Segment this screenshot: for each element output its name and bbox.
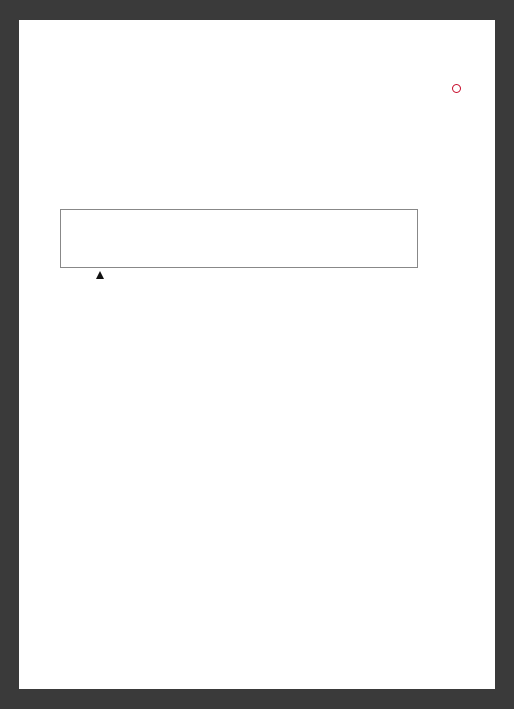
document-page [19, 20, 495, 689]
ul-circle-logo-icon [452, 84, 461, 93]
results-table [60, 209, 418, 268]
ul-triangle-mark-icon [96, 271, 104, 279]
